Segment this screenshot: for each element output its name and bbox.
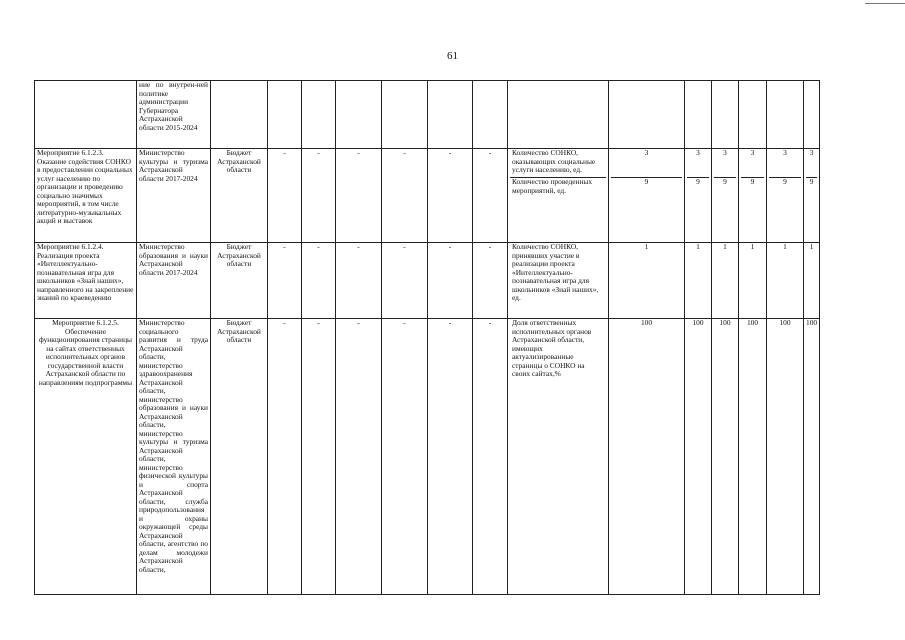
indicator-value: 100 bbox=[806, 318, 818, 327]
funding-amount-cell bbox=[268, 81, 302, 149]
table-row bbox=[35, 319, 820, 595]
funding-amount-cell bbox=[302, 81, 336, 149]
funding-source-cell: Бюджет Астраханской области bbox=[211, 243, 268, 319]
funding-amount-cell bbox=[382, 81, 428, 149]
event-cell bbox=[35, 81, 137, 149]
indicator-value-cell bbox=[609, 81, 685, 149]
indicator-value: 100 bbox=[640, 318, 653, 327]
indicator-value-cell bbox=[767, 149, 804, 243]
corner-mark bbox=[865, 3, 905, 4]
funding-amount-cell: - bbox=[336, 149, 382, 243]
table-row bbox=[35, 243, 820, 319]
indicator-value: 1 bbox=[723, 242, 727, 251]
indicator-text: Количество СОНКО, оказывающих социальные услуги населению, ед. bbox=[510, 149, 606, 178]
indicator-value-cell bbox=[804, 243, 820, 319]
event-cell: Мероприятие 6.1.2.4. Реализация проекта «Интеллектуально-познавательная игра для школьников «Знай наших», направленного на закрепление знаний по краеведению bbox=[35, 243, 137, 319]
indicator-value-cell bbox=[767, 243, 804, 319]
indicator-value: 1 bbox=[644, 242, 649, 251]
indicator-value-cell bbox=[739, 319, 767, 595]
funding-amount-cell: - bbox=[428, 319, 473, 595]
page-number: 61 bbox=[447, 50, 458, 62]
indicator-value-cell bbox=[685, 149, 712, 243]
indicator-value: 3 bbox=[714, 149, 736, 178]
indicator-value-cell bbox=[609, 149, 685, 243]
indicator-value-cell bbox=[739, 149, 767, 243]
indicator-value: 9 bbox=[750, 177, 755, 186]
indicator-text: Количество проведенных мероприятий, ед. bbox=[512, 177, 593, 195]
indicator-value: 3 bbox=[806, 149, 817, 178]
funding-amount-cell: - bbox=[302, 319, 336, 595]
indicator-value-cell bbox=[712, 149, 739, 243]
executor-cell: Министерство социального развития и труда Астраханской области, министерство здравоохранения Астраханской области, министерство образования и науки Астраханской области, министерство культуры и туризма Астраханской области, министерство физической культуры и спорта Астраханской области, служба природопользования и охраны окружающей среды Астраханской области, агентство по делам молодежи Астраханской области, bbox=[137, 319, 211, 595]
funding-amount-cell: - bbox=[473, 149, 508, 243]
funding-amount-cell: - bbox=[382, 243, 428, 319]
indicator-value-cell bbox=[739, 81, 767, 149]
indicator-value-cell bbox=[685, 81, 712, 149]
indicator-value: 1 bbox=[750, 242, 755, 251]
indicator-cell bbox=[508, 149, 609, 243]
table-row bbox=[35, 81, 820, 149]
indicator-value: 3 bbox=[741, 149, 764, 178]
indicator-value: 100 bbox=[746, 318, 759, 327]
program-table bbox=[34, 80, 820, 595]
table-body bbox=[35, 81, 820, 595]
indicator-value-cell bbox=[804, 149, 820, 243]
funding-amount-cell: - bbox=[336, 319, 382, 595]
executor-cell: Министерство образования и науки Астраханской области 2017-2024 bbox=[137, 243, 211, 319]
indicator-value-cell bbox=[685, 243, 712, 319]
funding-amount-cell: - bbox=[302, 243, 336, 319]
funding-amount-cell bbox=[473, 81, 508, 149]
indicator-value: 1 bbox=[809, 242, 814, 251]
indicator-value-cell bbox=[804, 81, 820, 149]
funding-amount-cell: - bbox=[302, 149, 336, 243]
indicator-cell bbox=[508, 81, 609, 149]
event-cell: Мероприятие 6.1.2.5. Обеспечение функционирования страницы на сайтах ответственных исполнительных органов государственной власти Астраханской области по направлениям подпрограммы bbox=[35, 319, 137, 595]
indicator-value: 3 bbox=[611, 149, 682, 178]
funding-amount-cell: - bbox=[428, 243, 473, 319]
funding-amount-cell bbox=[428, 81, 473, 149]
funding-source-cell bbox=[211, 81, 268, 149]
indicator-value-cell bbox=[609, 243, 685, 319]
funding-amount-cell: - bbox=[268, 319, 302, 595]
event-cell: Мероприятие 6.1.2.3. Оказание содействия СОНКО в предоставлении социальных услуг населению по организации и проведению социально значимых мероприятий, в том числе литературно-музыкальных акций и выставок bbox=[35, 149, 137, 243]
indicator-value: 3 bbox=[687, 149, 709, 178]
indicator-value: 3 bbox=[769, 149, 801, 178]
funding-amount-cell: - bbox=[268, 243, 302, 319]
indicator-value: 9 bbox=[783, 177, 787, 186]
funding-amount-cell: - bbox=[473, 319, 508, 595]
indicator-text: Доля ответственных исполнительных органов Астраханской области, имеющих актуализированные страницы о СОНКО на своих сайтах,% bbox=[512, 318, 592, 379]
indicator-value-cell bbox=[767, 319, 804, 595]
indicator-value-cell bbox=[712, 243, 739, 319]
executor-cell: Министерство культуры и туризма Астраханской области 2017-2024 bbox=[137, 149, 211, 243]
funding-amount-cell: - bbox=[428, 149, 473, 243]
table-row bbox=[35, 149, 820, 243]
indicator-value: 1 bbox=[783, 242, 787, 251]
indicator-value-cell bbox=[609, 319, 685, 595]
indicator-value: 9 bbox=[696, 177, 700, 186]
funding-source-cell: Бюджет Астраханской области bbox=[211, 149, 268, 243]
indicator-value: 1 bbox=[696, 242, 700, 251]
funding-amount-cell: - bbox=[473, 243, 508, 319]
funding-amount-cell bbox=[336, 81, 382, 149]
indicator-value: 100 bbox=[719, 318, 731, 327]
indicator-value-cell bbox=[712, 319, 739, 595]
indicator-value: 9 bbox=[644, 177, 649, 186]
funding-amount-cell: - bbox=[382, 319, 428, 595]
funding-source-cell: Бюджет Астраханской области bbox=[211, 319, 268, 595]
indicator-value: 9 bbox=[723, 177, 727, 186]
funding-amount-cell: - bbox=[336, 243, 382, 319]
indicator-value-cell bbox=[739, 243, 767, 319]
indicator-value-cell bbox=[712, 81, 739, 149]
funding-amount-cell: - bbox=[382, 149, 428, 243]
indicator-text: Количество СОНКО, принявших участие в реализации проекта «Интеллектуально-познавательная игра для школьников «Знай наших», ед. bbox=[512, 242, 599, 303]
indicator-value: 9 bbox=[809, 177, 814, 186]
indicator-value-cell bbox=[767, 81, 804, 149]
indicator-cell bbox=[508, 319, 609, 595]
indicator-value: 100 bbox=[692, 318, 704, 327]
indicator-cell bbox=[508, 243, 609, 319]
executor-cell: ние по внутрен-ней политике администрации Губернатора Астраханской области 2015-2024 bbox=[137, 81, 211, 149]
funding-amount-cell: - bbox=[268, 149, 302, 243]
indicator-value-cell bbox=[804, 319, 820, 595]
indicator-value-cell bbox=[685, 319, 712, 595]
indicator-value: 100 bbox=[779, 318, 791, 327]
